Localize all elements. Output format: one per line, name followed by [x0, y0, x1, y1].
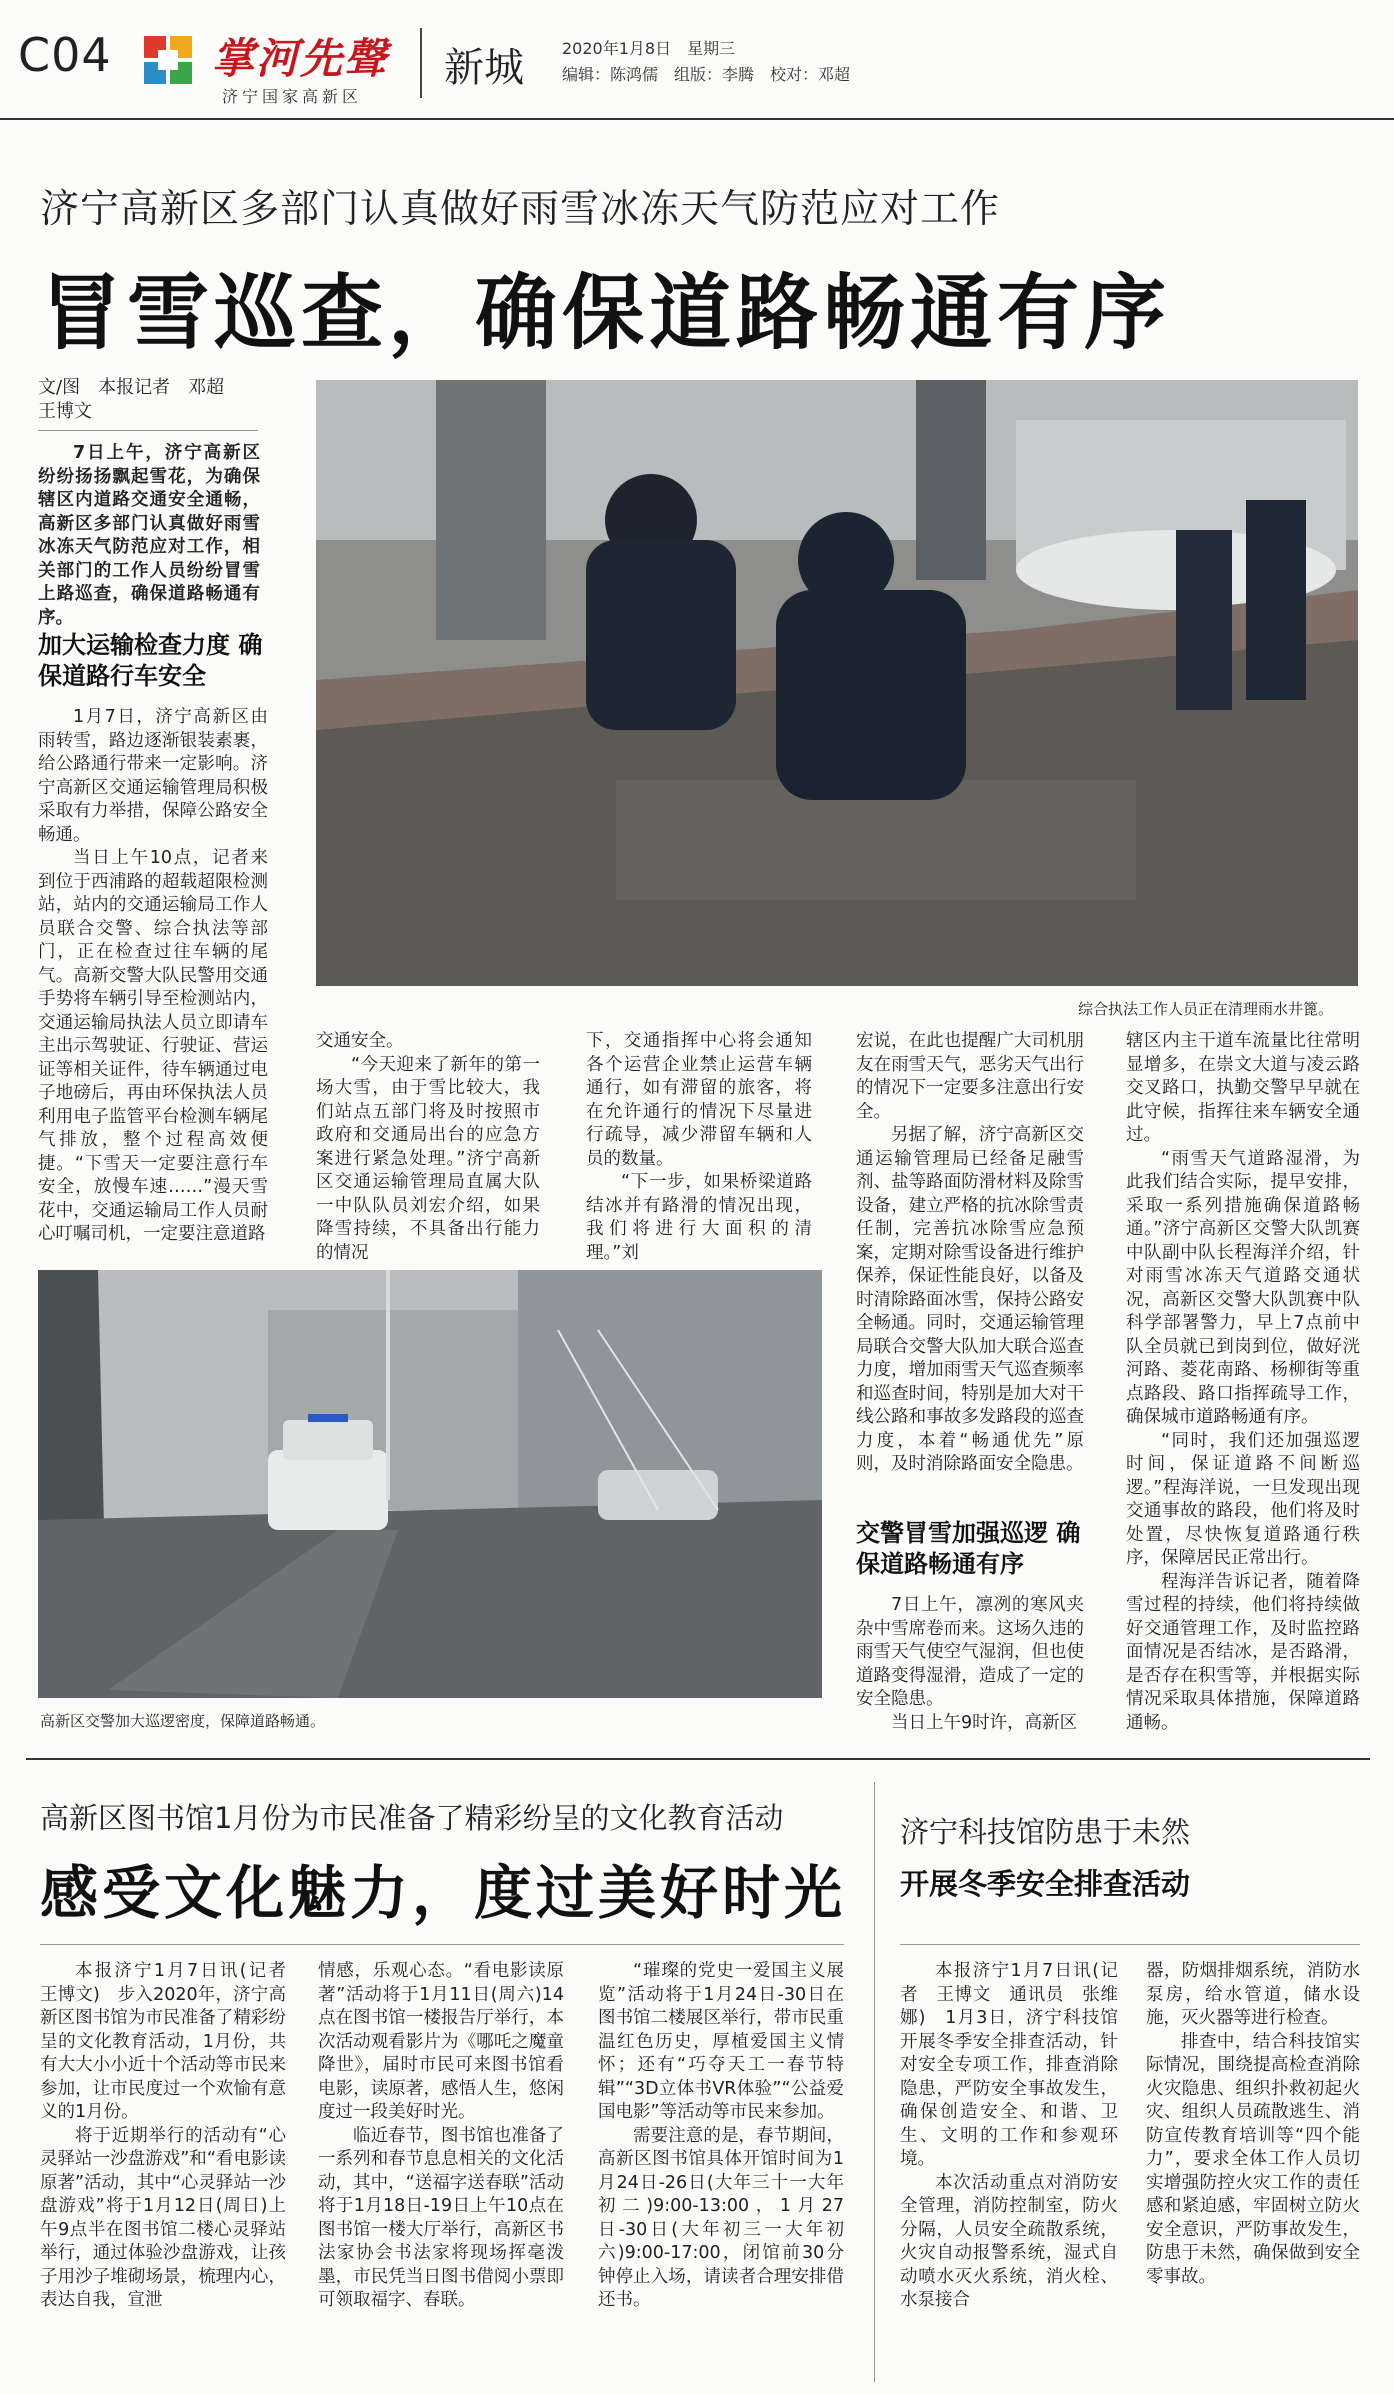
story3-headline: 开展冬季安全排查活动: [900, 1867, 1191, 1901]
story1-column-2: 交通安全。 “今天迎来了新年的第一场大雪，由于雪比较大，我们站点五部门将及时按照市政府和交通局出台的应急方案进行紧急处理。”济宁高新区交通运输管理局直属大队一中队队员刘宏介绍，如果降雪持续，不具备出行能力的情况: [316, 1031, 540, 1263]
section-name: 新城: [444, 45, 524, 91]
story1-lead: 7日上午，济宁高新区纷纷扬扬飘起雪花，为确保辖区内道路交通安全通畅，高新区多部门认真做好雨雪冰冻天气防范应对工作，相关部门的工作人员纷纷冒雪上路巡查，确保道路畅通有序。: [38, 443, 260, 628]
brand-subtitle: 济宁国家高新区: [222, 87, 363, 106]
story3-column-1: 本报济宁1月7日讯(记者 王博文 通讯员 张维娜) 1月3日，济宁科技馆开展冬季安全排查活动，针对安全专项工作，排查消除隐患，严防安全事故发生，确保创造安全、和谐、卫生、文明的工作和参观环境。 本次活动重点对消防安全管理，消防控制室，防火分隔，人员安全疏散系统，火灾自动报警系统，湿式自动喷水灭火系统，消火栓、水泵接合: [900, 1961, 1118, 2310]
story2-column-3: “璀璨的党史一爱国主义展览”活动将于1月24日-30日在图书馆二楼展区举行，带市民重温红色历史，厚植爱国主义情怀；还有“巧夺天工一春节特辑”“3D立体书VR体验”“公益爱国电影”等活动等市民来参加。 需要注意的是，春节期间，高新区图书馆具体开馆时间为1月24日-26日(大年三十一大年初二)9:00-13:00，1月27日-30日(大年初三一大年初六)9:00-17:00，闭馆前30分钟停止入场，请读者合理安排借还书。: [598, 1961, 844, 2310]
story2-column-2: 情感，乐观心态。“看电影读原著”活动将于1月11日(周六)14点在图书馆一楼报告厅举行，本次活动观看影片为《哪吒之魔童降世》，届时市民可来图书馆看电影，读原著，感悟人生，悠闲度过一段美好时光。 临近春节，图书馆也准备了一系列和春节息息相关的文化活动，其中，“送福字送春联”活动将于1月18日-19日上午10点在图书馆一楼大厅举行，高新区书法家协会书法家将现场挥毫泼墨，市民凭当日图书借阅小票即可领取福字、春联。: [318, 1961, 564, 2310]
story2-headline: 感受文化魅力，度过美好时光: [40, 1859, 847, 1927]
story2-kicker: 高新区图书馆1月份为市民准备了精彩纷呈的文化教育活动: [40, 1801, 784, 1835]
staff-credits: 编辑：陈鸿儒 组版：李腾 校对：邓超: [562, 65, 851, 84]
photo2-caption: 高新区交警加大巡逻密度，保障道路畅通。: [40, 1712, 326, 1730]
byline-rule: [38, 430, 258, 431]
story3-rule: [900, 1944, 1360, 1945]
story1-byline: 文/图 本报记者 邓超 王博文: [38, 377, 243, 422]
masthead-rule: [0, 118, 1394, 120]
story1-column-5: 辖区内主干道车流量比往常明显增多，在崇文大道与凌云路交叉路口，执勤交警早早就在此守候，指挥往来车辆安全通过。 “雨雪天气道路湿滑，为此我们结合实际，提早安排，采取一系列措施确保道路畅通。”济宁高新区交警大队凯赛中队副中队长程海洋介绍，针对雨雪冰冻天气道路交通状况，高新区交警大队凯赛中队科学部署警力，早上7点前中队全员就已到岗到位，做好洸河路、菱花南路、杨柳街等重点路段、路口指挥疏导工作，确保城市道路畅通有序。 “同时，我们还加强巡逻时间，保证道路不间断巡逻。”程海洋说，一旦发现出现交通事故的路段，他们将及时处置，尽快恢复道路通行秩序，保障居民正常出行。 程海洋告诉记者，随着降雪过程的持续，他们将持续做好交通管理工作，及时监控路面情况是否结冰，是否路滑，是否存在积雪等，并根据实际情况采取具体措施，保障道路通畅。: [1126, 1031, 1360, 1733]
story1-subhead-2: 交警冒雪加强巡逻 确保道路畅通有序: [856, 1519, 1081, 1578]
issue-date: 2020年1月8日 星期三: [562, 39, 736, 58]
story1-headline: 冒雪巡查，确保道路畅通有序: [40, 266, 1172, 361]
section-rule: [26, 1758, 1370, 1760]
story1-column-1: 1月7日，济宁高新区由雨转雪，路边逐渐银装素裹，给公路通行带来一定影响。济宁高新区交通运输管理局积极采取有力举措，保障公路安全畅通。 当日上午10点，记者来到位于西浦路的超载超限检测站，站内的交通运输局工作人员联合交警、综合执法等部门，正在检查过往车辆的尾气。高新交警大队民警用交通手势将车辆引导至检测站内，交通运输局执法人员立即请车主出示驾驶证、行驶证、营运证等相关证件，待车辆通过电子地磅后，再由环保执法人员利用电子监管平台检测车辆尾气排放，整个过程高效便捷。“下雪天一定要注意行车安全，放慢车速……”漫天雪花中，交通运输局工作人员耐心叮嘱司机，一定要注意道路: [38, 707, 268, 1244]
story1-subhead-1: 加大运输检查力度 确保道路行车安全: [38, 631, 263, 690]
photo-police-patrol: [38, 1270, 822, 1698]
photo-drain-cleaning: [316, 380, 1358, 986]
photo1-caption: 综合执法工作人员正在清理雨水井篦。: [1078, 1000, 1334, 1018]
column-divider: [874, 1782, 875, 2382]
brand-logo-icon: [142, 34, 194, 86]
story3-kicker: 济宁科技馆防患于未然: [900, 1815, 1191, 1849]
story2-column-1: 本报济宁1月7日讯(记者 王博文) 步入2020年，济宁高新区图书馆为市民准备了精彩纷呈的文化教育活动，1月份，共有大大小小近十个活动等市民来参加，让市民度过一个欢愉有意义的1月份。 将于近期举行的活动有“心灵驿站一沙盘游戏”和“看电影读原著”活动，其中“心灵驿站一沙盘游戏”将于1月12日(周日)上午9点半在图书馆二楼心灵驿站举行，通过体验沙盘游戏，让孩子用沙子堆砌场景，梳理内心，表达自我，宣泄: [40, 1961, 304, 2310]
brand-title: 掌河先聲: [212, 34, 389, 83]
story1-kicker: 济宁高新区多部门认真做好雨雪冰冻天气防范应对工作: [40, 187, 1001, 232]
story1-column-4b: 7日上午，凛冽的寒风夹杂中雪席卷而来。这场久违的雨雪天气使空气湿润，但也使道路变得湿滑，造成了一定的安全隐患。 当日上午9时许，高新区: [856, 1595, 1084, 1733]
story1-column-4: 宏说，在此也提醒广大司机朋友在雨雪天气，恶劣天气出行的情况下一定要多注意出行安全。 另据了解，济宁高新区交通运输管理局已经备足融雪剂、盐等路面防滑材料及除雪设备，建立严格的抗冰除雪责任制，完善抗冰除雪应急预案，定期对除雪设备进行维护保养，保证性能良好，以备及时清除路面冰雪，保持公路安全畅通。同时，交通运输管理局联合交警大队加大联合巡查力度，增加雨雪天气巡查频率和巡查时间，特别是加大对干线公路和事故多发路段的巡查力度，本着“畅通优先”原则，及时消除路面安全隐患。: [856, 1031, 1084, 1474]
story1-column-3: 下，交通指挥中心将会通知各个运营企业禁止运营车辆通行，如有滞留的旅客，将在允许通行的情况下尽量进行疏导，减少滞留车辆和人员的数量。 “下一步，如果桥梁道路结冰并有路滑的情况出现，我们将进行大面积的清理。”刘: [586, 1031, 812, 1263]
masthead-divider: [420, 28, 422, 98]
story3-column-2: 器，防烟排烟系统，消防水泵房，给水管道，储水设施，灭火器等进行检查。 排查中，结合科技馆实际情况，围绕提高检查消除火灾隐患、组织扑救初起火灾、组织人员疏散逃生、消防宣传教育培训等“四个能力”，要求全体工作人员切实增强防控火灾工作的责任感和紧迫感，牢固树立防火安全意识，严防事故发生，防患于未然，确保做到安全零事故。: [1146, 1961, 1360, 2287]
story2-rule: [40, 1944, 844, 1945]
page-number: C04: [18, 28, 112, 82]
